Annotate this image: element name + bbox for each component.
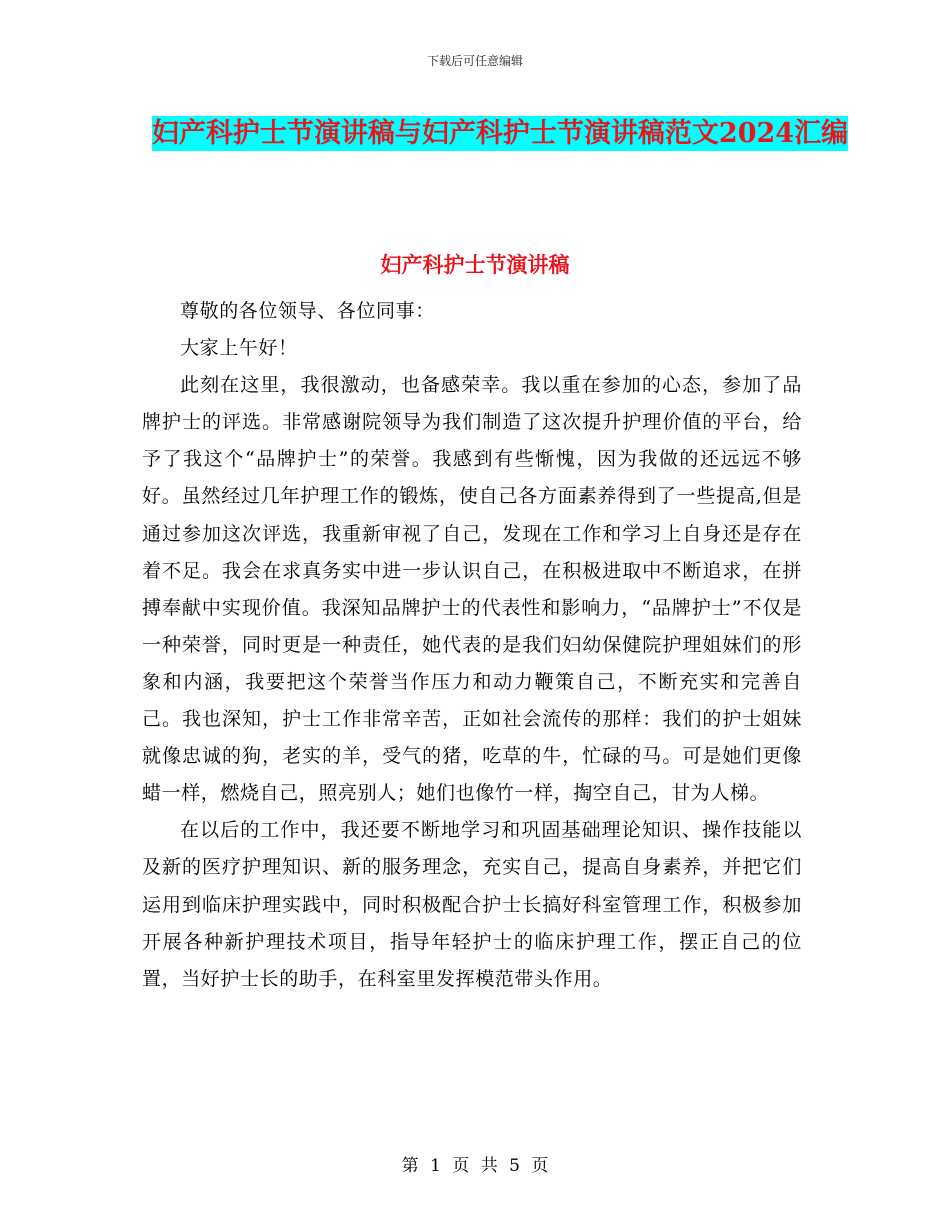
document-body <box>142 293 802 998</box>
paragraph-salutation: 尊敬的各位领导、各位同事： <box>180 300 435 322</box>
header-note: 下载后可任意编辑 <box>426 54 523 68</box>
document-title-text: 妇产科护士节演讲稿与妇产科护士节演讲稿范文2024汇编 <box>151 118 849 149</box>
paragraph-greeting: 大家上午好！ <box>180 337 298 360</box>
paragraph-future-work: 在以后的工作中，我还要不断地学习和巩固基础理论知识、操作技能以及新的医疗护理知识、新的服务理念，充实自己，提高自身素养，并把它们运用到临床护理实践中，同时积极配合护士长搞好科室管理工作，积极参加开展各种新护理技术项目，指导年轻护士的临床护理工作，摆正自己的位置，当好护士长的助手，在科室里发挥模范带头作用。 <box>142 819 802 990</box>
paragraph-main: 此刻在这里，我很激动，也备感荣幸。我以重在参加的心态，参加了品牌护士的评选。非常感谢院领导为我们制造了这次提升护理价值的平台，给予了我这个“品牌护士”的荣誉。我感到有些惭愧，因为我做的还远远不够好。虽然经过几年护理工作的锻炼，使自己各方面素养得到了一些提高,但是通过参加这次评选，我重新审视了自己，发现在工作和学习上自身还是存在着不足。我会在求真务实中进一步认识自己，在积极进取中不断追求，在拼搏奉献中实现价值。我深知品牌护士的代表性和影响力，“品牌护士”不仅是一种荣誉，同时更是一种责任，她代表的是我们妇幼保健院护理姐妹们的形象和内涵，我要把这个荣誉当作压力和动力鞭策自己，不断充实和完善自己。我也深知，护士工作非常辛苦，正如社会流传的那样：我们的护士姐妹就像忠诚的狗，老实的羊，受气的猪，吃草的牛，忙碌的马。可是她们更像蜡一样，燃烧自己，照亮别人；她们也像竹一样，掏空自己，甘为人梯。 <box>142 374 802 805</box>
page-footer: 第 1 页 共 5 页 <box>401 1156 549 1176</box>
document-title <box>150 113 850 155</box>
section-title: 妇产科护士节演讲稿 <box>380 252 570 277</box>
